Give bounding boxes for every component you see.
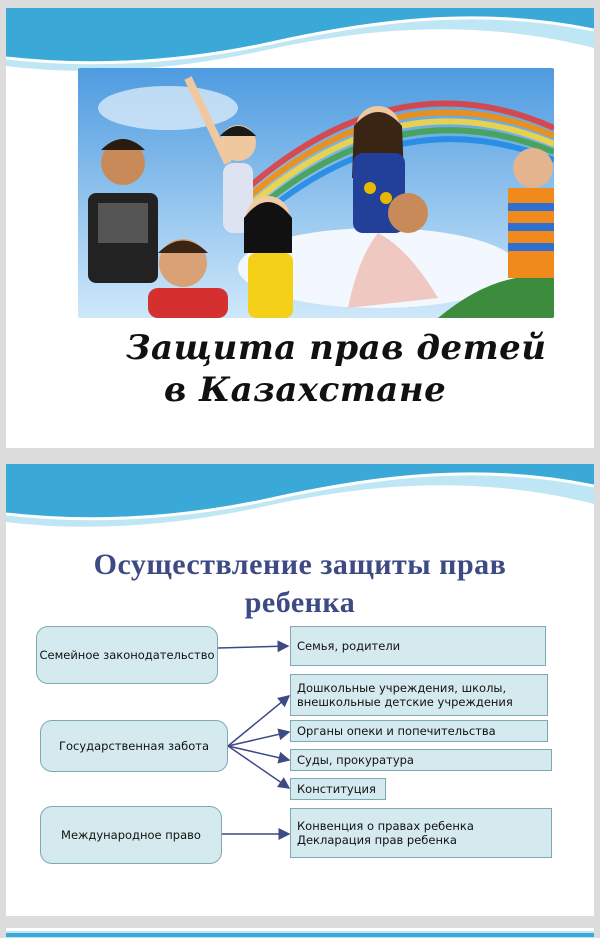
international-law-box: Международное право xyxy=(40,806,222,864)
slide-2-title-line-1: Осуществление защиты прав xyxy=(93,548,507,581)
convention-rights-child-text: Конвенция о правах ребенка xyxy=(297,819,474,833)
slide-2 xyxy=(6,464,594,916)
family-law-box: Семейное законодательство xyxy=(36,626,218,684)
state-care-box: Государственная забота xyxy=(40,720,228,772)
header-wave-decoration xyxy=(6,931,594,938)
children-collage-image xyxy=(78,68,554,318)
guardianship-box: Органы опеки и попечительства xyxy=(290,720,548,742)
conventions-box xyxy=(290,808,552,858)
declaration-rights-child-text: Декларация прав ребенка xyxy=(297,833,457,847)
slide-3-partial xyxy=(6,928,594,938)
slide-1-title-line-1: Защита прав детей xyxy=(126,328,547,368)
constitution-box: Конституция xyxy=(290,778,386,800)
preschool-schools-box: Дошкольные учреждения, школы, внешкольные детские учреждения xyxy=(290,674,548,716)
slide-1 xyxy=(6,8,594,448)
courts-prosecutor-box: Суды, прокуратура xyxy=(290,749,552,771)
family-parents-box: Семья, родители xyxy=(290,626,546,666)
slide-2-title-line-2: ребенка xyxy=(244,586,356,619)
slide-1-title-line-2: в Казахстане xyxy=(164,370,447,410)
